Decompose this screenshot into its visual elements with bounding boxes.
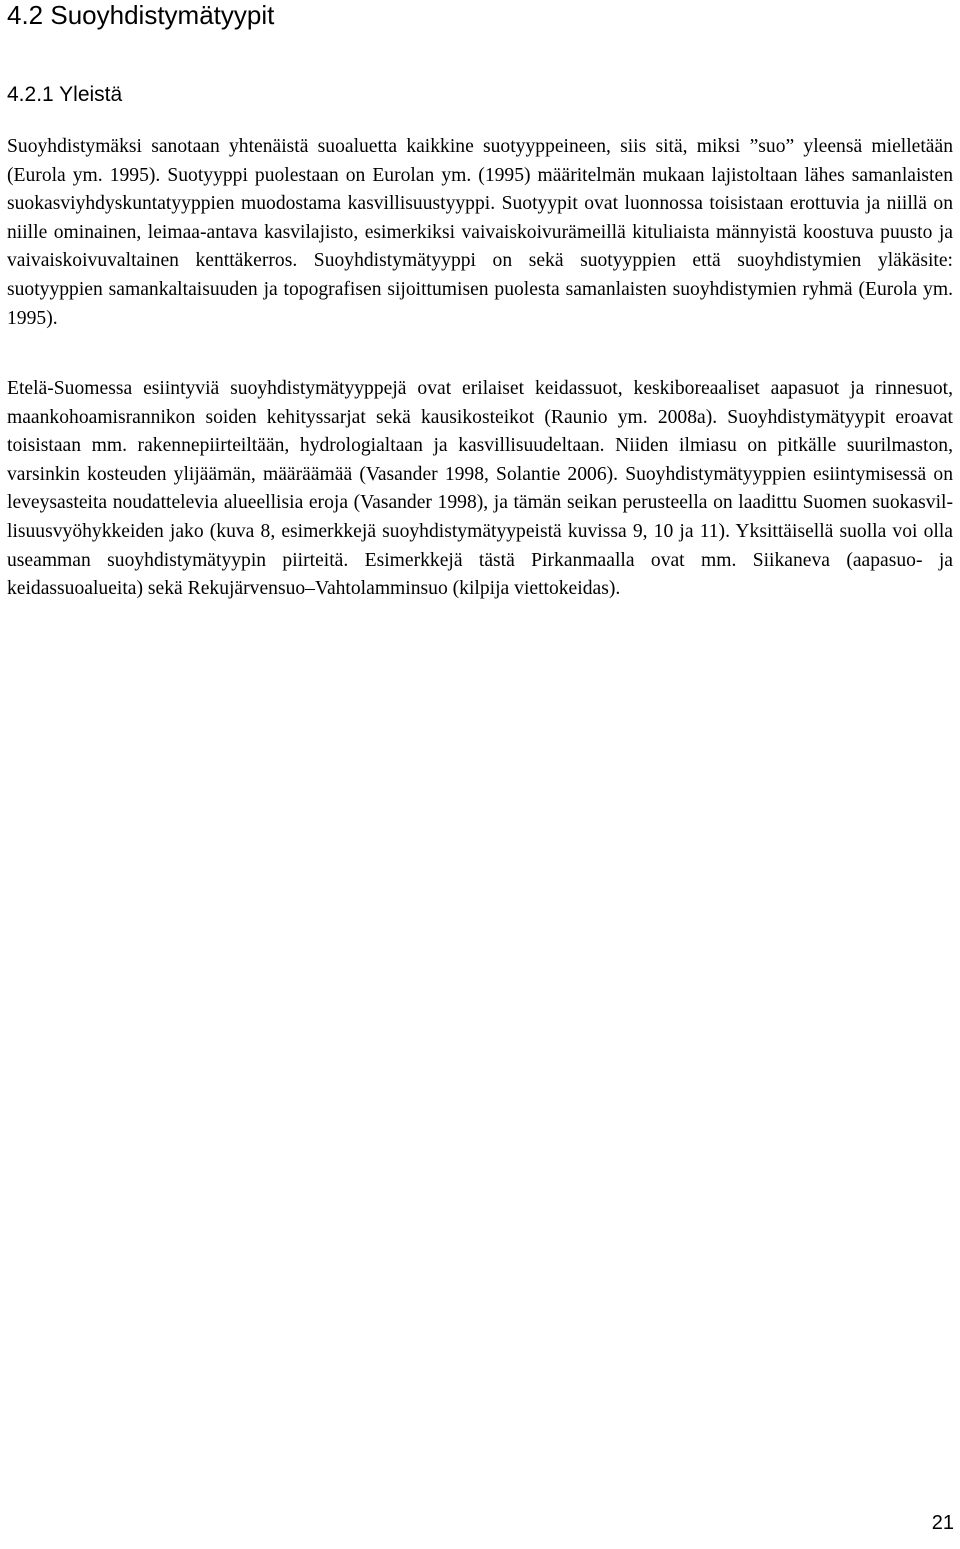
- section-heading: 4.2 Suoyhdistymätyypit: [7, 0, 275, 30]
- subsection-heading: 4.2.1 Yleistä: [7, 83, 123, 106]
- page-number: 21: [931, 1512, 954, 1534]
- body-paragraph-1: Suoyhdistymäksi sanotaan yhtenäistä suoaluetta kaikkine suotyyppeineen, siis sitä, miksi ”suo” yleensä mielletään (Eurola ym. 1995). Suotyyppi puolestaan on Eurolan ym. (1995) määritelmän mukaan lajistoltaan lähes samanlaisten suokasviyhdyskuntatyyppien muodostama kasvillisuustyyppi. Suotyypit ovat luonnossa toisistaan erottuvia ja niillä on niille ominainen, leimaa-antava kasvilajisto, esimerkiksi vaivaiskoivurämeillä kituliaista männyistä koostuva puusto ja vaivaiskoivuvaltainen kenttäkerros. Suoyhdistymätyyppi on sekä suotyyppien että suoyhdistymien yläkäsite: suotyyppien samankaltaisuuden ja topografisen sijoittumisen puolesta samanlaisten suoyhdistymien ryhmä (Eurola ym. 1995).: [7, 136, 953, 329]
- body-paragraph-2: Etelä-Suomessa esiintyviä suoyhdistymätyyppejä ovat erilaiset keidassuot, keskiboreaaliset aapasuot ja rinnesuot, maankohoamisrannikon soiden kehityssarjat sekä kausikosteikot (Raunio ym. 2008a). Suoyhdistymätyypit eroavat toisistaan mm. rakennepiirteiltään, hydrologialtaan ja kasvillisuudeltaan. Niiden ilmiasu on pitkälle suurilmaston, varsinkin kosteuden ylijäämän, määräämää (Vasander 1998, Solantie 2006). Suoyhdistymätyyppien esiintymisessä on leveysasteita noudattelevia alueellisia eroja (Vasander 1998), ja tämän seikan perusteella on laadittu Suomen suokasvillisuusvyöhykkeiden jako (kuva 8, esimerkkejä suoyhdistymätyypeistä kuvissa 9, 10 ja 11). Yksittäisellä suolla voi olla useamman suoyhdistymätyypin piirteitä. Esimerkkejä tästä Pirkanmaalla ovat mm. Siikaneva (aapasuo- ja keidassuoalueita) sekä Rekujärvensuo–Vahtolamminsuo (kilpija viettokeidas).: [7, 378, 953, 600]
